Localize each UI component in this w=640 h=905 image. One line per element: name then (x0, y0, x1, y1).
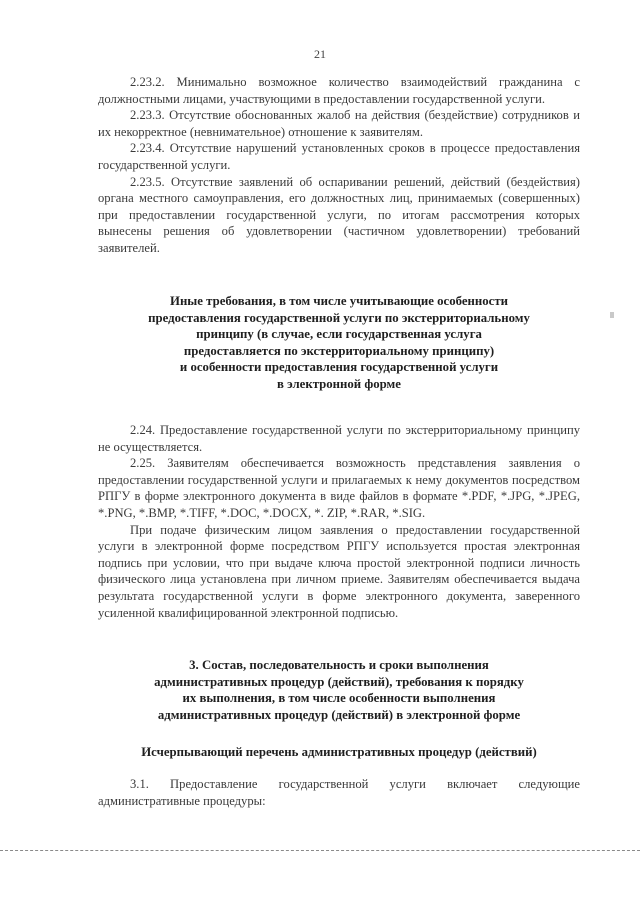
heading-procedures-list (98, 744, 580, 761)
paragraph-2-23-5: 2.23.5. Отсутствие заявлений об оспаривании решений, действий (бездействия) органа местного самоуправления, его должностных лиц, принимаемых (совершенных) при предоставлении государственной услуги, по итогам рассмотрения которых вынесены решения об удовлетворении (частичном удовлетворении) требований заявителей. (98, 174, 580, 255)
heading-line: предоставляется по экстерриториальному принципу) (183, 343, 495, 358)
section-2-23-quality-criteria (98, 74, 580, 257)
section-heading (98, 657, 580, 723)
section-3-1 (98, 776, 580, 809)
section-2-24-2-25 (98, 422, 580, 621)
heading-line: Иные требования, в том числе учитывающие особенности (169, 294, 509, 308)
heading-line: административных процедур (действий), требования к порядку (154, 674, 524, 689)
heading-line: и особенности предоставления государственной услуги (179, 360, 499, 375)
paragraph-2-24: 2.24. Предоставление государственной услуги по экстерриториальному принципу не осуществляется. (98, 423, 580, 454)
heading-line: их выполнения, в том числе особенности выполнения (182, 691, 496, 706)
paragraph-2-23-2: 2.23.2. Минимально возможное количество взаимодействий гражданина с должностными лицами, участвующими в предоставлении государственной услуги. (98, 75, 580, 106)
heading-line: принципу (в случае, если государственная услуга (196, 327, 482, 342)
section-heading (98, 293, 580, 393)
heading-other-requirements (98, 293, 580, 393)
bottom-scan-line (0, 850, 640, 851)
heading-line: предоставления государственной услуги по экстерриториальному (148, 310, 530, 325)
page-number: 21 (314, 47, 326, 61)
paragraph-2-25: 2.25. Заявителям обеспечивается возможность представления заявления о предоставлении государственной услуги и прилагаемых к нему документов посредством РПГУ в форме электронного документа в виде файлов в формате *.PDF, *.JPG, *.JPEG, *.PNG, *.BMP, *.TIFF, *.DOC, *.DOCX, *. ZIP, *.RAR, *.SIG. (98, 456, 580, 520)
heading-line: 3. Состав, последовательность и сроки выполнения (189, 658, 489, 672)
paragraph-2-23-4: 2.23.4. Отсутствие нарушений установленных сроков в процессе предоставления государственной услуги. (98, 141, 580, 172)
paragraph-2-23-3: 2.23.3. Отсутствие обоснованных жалоб на действия (бездействие) сотрудников и их некорректное (невнимательное) отношение к заявителям. (98, 108, 580, 139)
heading-line: в электронной форме (277, 376, 401, 391)
paragraph-3-1: 3.1. Предоставление государственной услуги включает следующие административные процедуры: (98, 777, 580, 808)
scan-mark (610, 312, 614, 318)
heading-line: административных процедур (действий) в электронной форме (157, 707, 521, 722)
subsection-heading: Исчерпывающий перечень административных процедур (действий) (141, 745, 537, 759)
heading-section-3 (98, 657, 580, 723)
paragraph-electronic-signature: При подаче физическим лицом заявления о предоставлении государственной услуги в электронной форме посредством РПГУ используется простая электронная подпись при условии, что при выдаче ключа простой электронной подписи личность физического лица установлена при личном приеме. Заявителям обеспечивается выдача результата государственной услуги в форме электронного документа, заверенного усиленной квалифицированной электронной подписью. (98, 522, 580, 620)
